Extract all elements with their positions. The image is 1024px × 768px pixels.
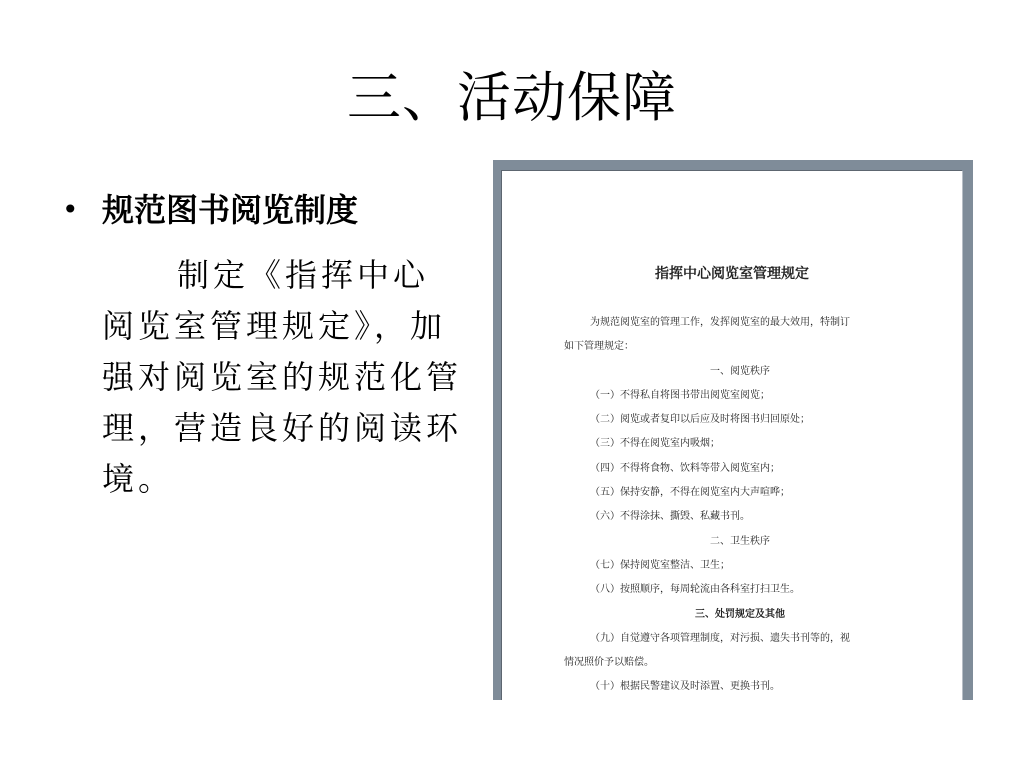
body-paragraph: 制定《指挥中心阅览室管理规定》，加强对阅览室的规范化管理，营造良好的阅读环境。 [102, 256, 463, 498]
bullet-marker: • [62, 193, 79, 226]
bullet-item [62, 186, 358, 234]
bullet-text: 规范图书阅览制度 [102, 191, 359, 229]
document-line: 情况照价予以赔偿。 [564, 657, 654, 669]
document-screenshot [493, 160, 973, 700]
document-line: （九）自觉遵守各项管理制度，对污损、遗失书刊等的，视 [590, 632, 850, 644]
document-line: （八）按照顺序，每周轮流由各科室打扫卫生。 [590, 584, 800, 596]
document-line: （十）根据民警建议及时添置、更换书刊。 [590, 681, 780, 693]
document-line: （七）保持阅览室整洁、卫生； [590, 559, 730, 571]
document-body [564, 311, 916, 700]
document-title: 指挥中心阅览室管理规定 [655, 266, 809, 282]
document-line: 为规范阅览室的管理工作，发挥阅览室的最大效用，特制订 [590, 317, 850, 328]
document-line: （五）保持安静，不得在阅览室内大声喧哗； [590, 487, 790, 499]
document-line: 三、处罚规定及其他 [695, 608, 785, 620]
slide-title: 三、活动保障 [347, 66, 677, 129]
document-line: （一）不得私自将图书带出阅览室阅览； [590, 389, 770, 401]
document-line: 如下管理规定： [564, 341, 634, 353]
document-line: 二、卫生秩序 [710, 535, 770, 547]
document-line: （六）不得涂抹、撕毁、私藏书刊。 [590, 511, 750, 523]
document-line: （四）不得将食物、饮料等带入阅览室内； [590, 462, 780, 474]
document-line: （二）阅览或者复印以后应及时将图书归回原处； [590, 414, 810, 426]
document-line: （三）不得在阅览室内吸烟； [590, 438, 720, 450]
document-line: 一、阅览秩序 [710, 365, 770, 377]
document-page [501, 170, 962, 700]
